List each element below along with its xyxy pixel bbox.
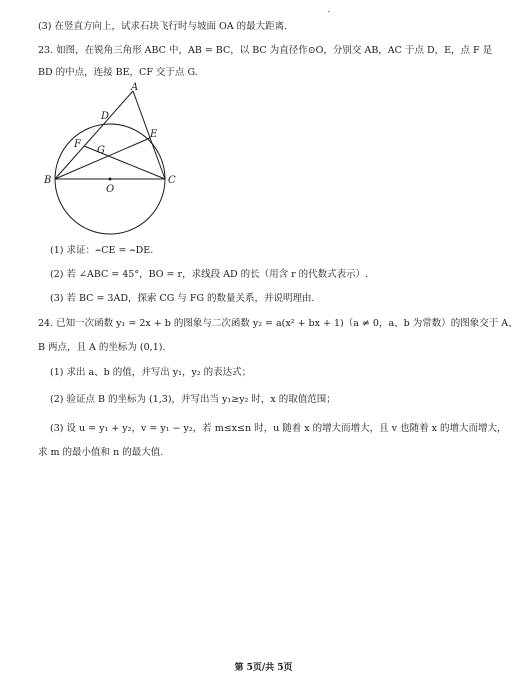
- label-c: C: [168, 175, 176, 186]
- q23-stem-line1: 23. 如图，在锐角三角形 ABC 中，AB = BC，以 BC 为直径作⊙O，分别交 AB，AC 于点 D，E，点 F 是: [38, 45, 493, 56]
- label-a: A: [131, 82, 139, 93]
- q23-stem-line2: BD 的中点，连接 BE，CF 交于点 G.: [38, 67, 198, 78]
- center-point: [109, 178, 112, 181]
- label-d: D: [101, 111, 110, 122]
- segment-ba: [55, 91, 133, 179]
- label-o: O: [106, 184, 115, 195]
- q23-part3: (3) 若 BC = 3AD，探索 CG 与 FG 的数量关系，并说明理由.: [50, 293, 315, 304]
- q24-stem-line1: 24. 已知一次函数 y₁ = 2x + b 的图象与二次函数 y₂ = a(x² + bx + 1)（a ≠ 0，a、b 为常数）的图象交于 A、: [38, 318, 518, 329]
- q23-part2: (2) 若 ∠ABC = 45°，BO = r，求线段 AD 的长（用含 r 的代数式表示）.: [50, 269, 369, 280]
- q24-part2: (2) 验证点 B 的坐标为 (1,3)，并写出当 y₁≥y₂ 时，x 的取值范围；: [50, 394, 336, 405]
- q24-part1: (1) 求出 a、b 的值，并写出 y₁，y₂ 的表达式；: [50, 367, 252, 378]
- page-footer: 第 5页/共 5页: [234, 663, 293, 673]
- q24-stem-line2: B 两点，且 A 的坐标为 (0,1).: [38, 342, 166, 353]
- label-e: E: [150, 129, 158, 140]
- label-b: B: [44, 175, 52, 186]
- scan-mark: [328, 11, 330, 12]
- geometry-figure: [40, 82, 190, 240]
- q22-part3: (3) 在竖直方向上，试求石块飞行时与坡面 OA 的最大距离.: [38, 21, 288, 32]
- q23-part1: (1) 求证：⌢CE = ⌢DE.: [50, 245, 154, 256]
- label-g: G: [97, 145, 105, 156]
- q24-part3-line1: (3) 设 u = y₁ + y₂，v = y₁ − y₂，若 m≤x≤n 时，u 随着 x 的增大而增大，且 v 也随着 x 的增大而增大，: [50, 423, 507, 434]
- label-f: F: [74, 139, 81, 150]
- q24-part3-line2: 求 m 的最小值和 n 的最大值.: [38, 447, 164, 458]
- segment-ac: [133, 91, 165, 179]
